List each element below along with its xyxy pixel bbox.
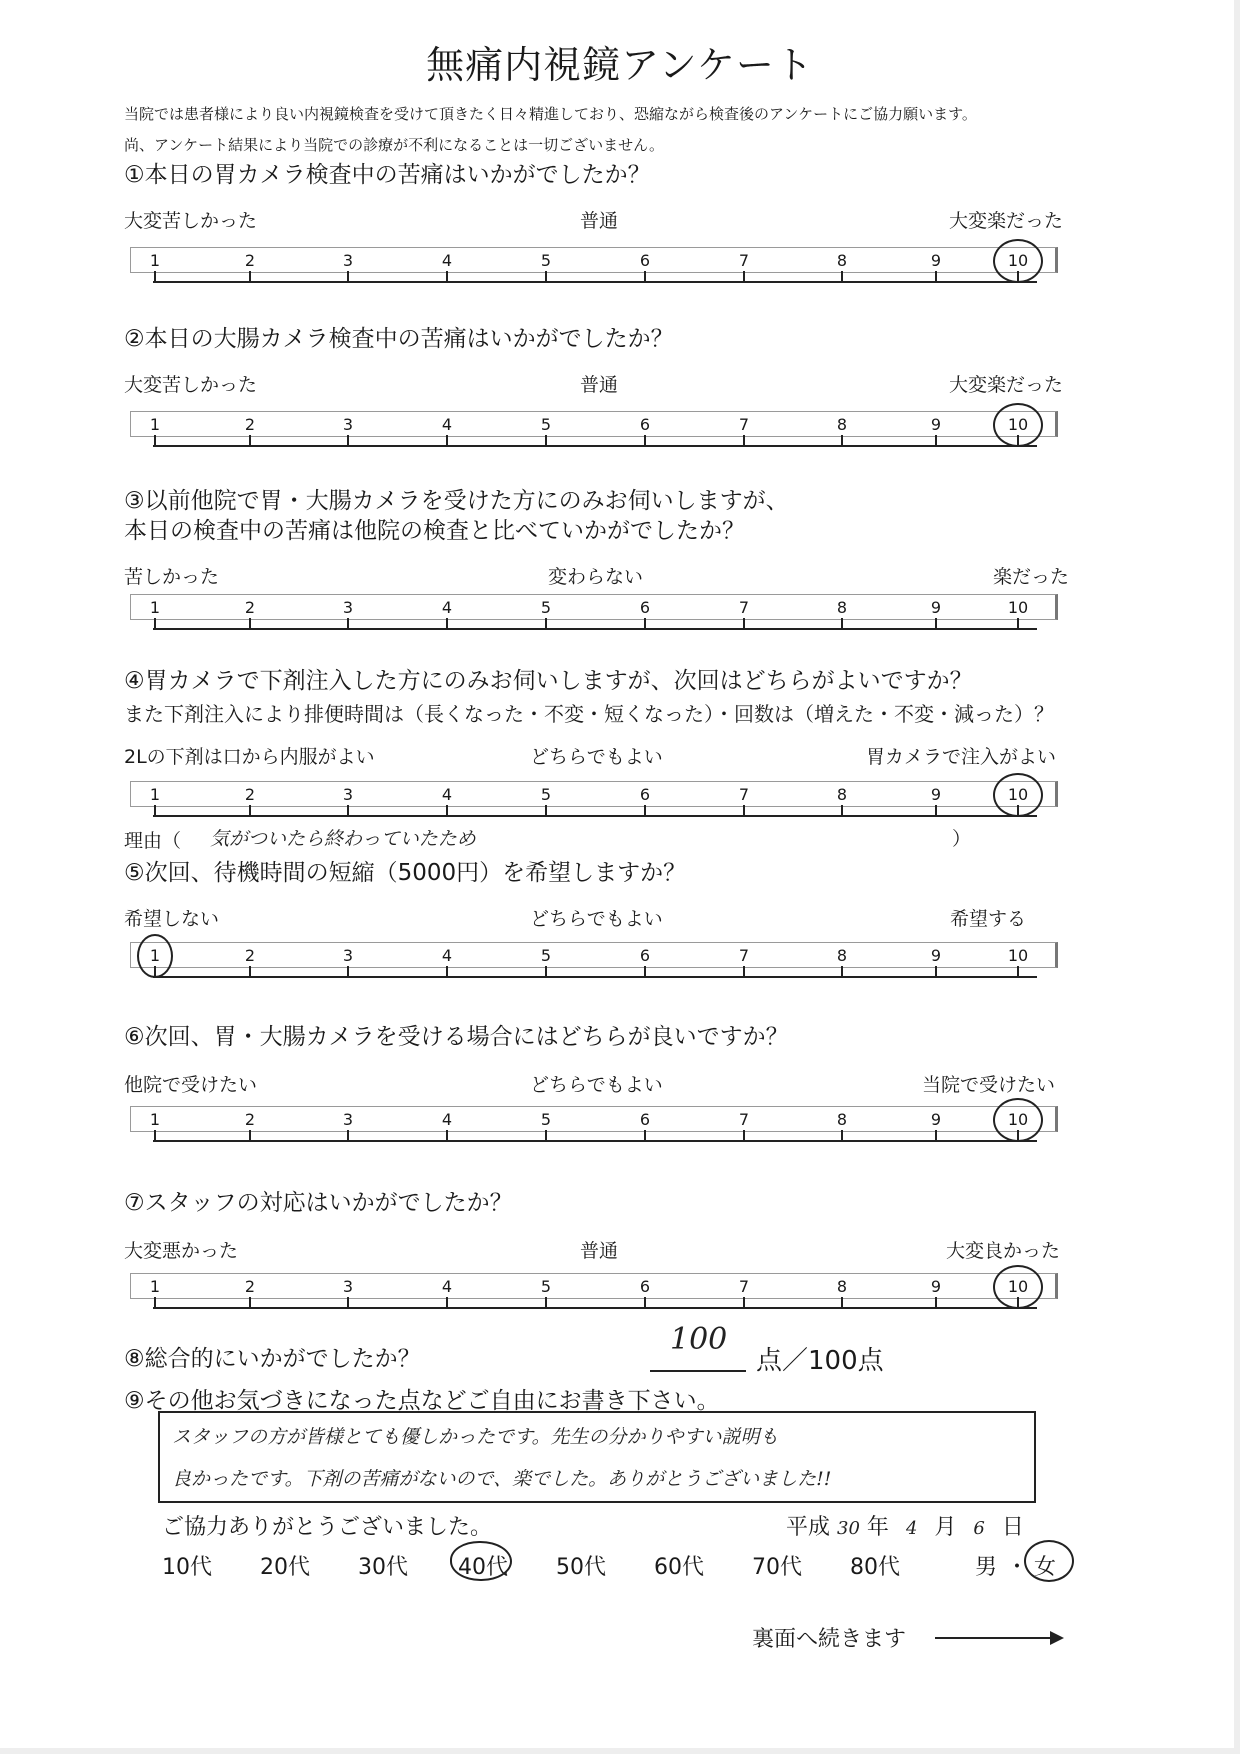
intro-line-1: 当院では患者様により良い内視鏡検査を受けて頂きたく日々精進しており、恐縮ながら検査後のアンケートにご協力願います。: [124, 105, 977, 123]
q3-scale-number[interactable]: 9: [930, 598, 942, 617]
thanks-text: ご協力ありがとうございました。: [162, 1515, 493, 1540]
q6-left-label: 他院で受けたい: [124, 1074, 258, 1096]
q5-scale-tick: [446, 966, 448, 978]
q3-scale-tick: [446, 618, 448, 630]
q1-scale-number[interactable]: 4: [441, 251, 453, 270]
q2-right-label: 大変楽だった: [949, 374, 1064, 396]
q7-scale-number[interactable]: 6: [639, 1277, 651, 1296]
q5-scale-number[interactable]: 5: [540, 946, 552, 965]
q1-scale-number[interactable]: 9: [930, 251, 942, 270]
question-4-line-2: また下剤注入により排便時間は（長くなった・不変・短くなった）・回数は（増えた・不変・減った）？: [124, 702, 1054, 726]
q2-scale-number[interactable]: 10: [1007, 415, 1029, 434]
q5-scale-tick: [545, 966, 547, 978]
q2-scale-tick: [249, 435, 251, 447]
q7-scale-tick: [545, 1297, 547, 1309]
q3-scale-number[interactable]: 4: [441, 598, 453, 617]
question-9: ⑨その他お気づきになった点などご自由にお書き下さい。: [124, 1388, 720, 1414]
q1-scale-number[interactable]: 8: [836, 251, 848, 270]
question-7: ⑦スタッフの対応はいかがでしたか？: [124, 1190, 513, 1216]
q2-scale-number[interactable]: 2: [244, 415, 256, 434]
q1-answer-circle: [993, 239, 1043, 283]
q1-scale-number[interactable]: 2: [244, 251, 256, 270]
date-field: [786, 1510, 1024, 1541]
q2-scale-tick: [545, 435, 547, 447]
q7-right-label: 大変良かった: [946, 1240, 1061, 1262]
q5-scale-tick: [841, 966, 843, 978]
age-option[interactable]: 10代: [162, 1555, 212, 1580]
date-year[interactable]: 30: [837, 1518, 860, 1539]
q7-scale-number[interactable]: 7: [738, 1277, 750, 1296]
q3-scale-tick: [347, 618, 349, 630]
q3-scale-tick: [841, 618, 843, 630]
q2-scale-tick: [935, 435, 937, 447]
q4-scale-tick: [154, 805, 156, 817]
q3-scale-number[interactable]: 3: [342, 598, 354, 617]
q3-scale-number[interactable]: 10: [1007, 598, 1029, 617]
q3-scale-number[interactable]: 6: [639, 598, 651, 617]
q5-scale-number[interactable]: 10: [1007, 946, 1029, 965]
q4-scale-tick: [743, 805, 745, 817]
q3-scale-tick: [249, 618, 251, 630]
q6-scale-number[interactable]: 9: [930, 1110, 942, 1129]
q6-scale-number[interactable]: 6: [639, 1110, 651, 1129]
q3-scale-tick: [935, 618, 937, 630]
q3-right-label: 楽だった: [993, 566, 1070, 588]
q2-scale-number[interactable]: 7: [738, 415, 750, 434]
page-title: 無痛内視鏡アンケート: [426, 43, 814, 87]
q1-scale-tick: [154, 271, 156, 283]
q1-scale-number[interactable]: 5: [540, 251, 552, 270]
q1-scale-tick: [935, 271, 937, 283]
q2-scale-tick: [743, 435, 745, 447]
q5-scale-tick: [347, 966, 349, 978]
q8-score-suffix: 点／100点: [756, 1346, 884, 1376]
q1-scale-tick: [249, 271, 251, 283]
q6-scale-number[interactable]: 3: [342, 1110, 354, 1129]
q5-scale-number[interactable]: 7: [738, 946, 750, 965]
age-option[interactable]: 80代: [850, 1555, 900, 1580]
q1-scale-number[interactable]: 10: [1007, 251, 1029, 270]
age-selected-circle: [450, 1541, 512, 1581]
q1-scale-axis: [153, 281, 1037, 283]
q3-scale-number[interactable]: 5: [540, 598, 552, 617]
question-1: ①本日の胃カメラ検査中の苦痛はいかがでしたか？: [124, 162, 651, 188]
q7-scale-tick: [935, 1297, 937, 1309]
q2-mid-label: 普通: [580, 374, 619, 396]
q5-scale-tick: [644, 966, 646, 978]
q7-scale-tick: [841, 1297, 843, 1309]
q6-scale-tick: [249, 1130, 251, 1142]
age-option-selected[interactable]: 40代: [458, 1555, 508, 1580]
q7-scale-tick: [446, 1297, 448, 1309]
q2-scale-number[interactable]: 3: [342, 415, 354, 434]
q7-scale-number[interactable]: 8: [836, 1277, 848, 1296]
age-option[interactable]: 70代: [752, 1555, 802, 1580]
question-2: ②本日の大腸カメラ検査中の苦痛はいかがでしたか？: [124, 326, 674, 352]
q1-scale-number[interactable]: 7: [738, 251, 750, 270]
age-option[interactable]: 60代: [654, 1555, 704, 1580]
q4-scale-tick: [347, 805, 349, 817]
q3-scale-tick: [545, 618, 547, 630]
q4-scale-tick: [644, 805, 646, 817]
q4-scale-tick: [841, 805, 843, 817]
q5-scale-number[interactable]: 1: [149, 946, 161, 965]
gender-separator: ・: [1006, 1555, 1029, 1580]
date-month-unit: 月: [934, 1515, 957, 1540]
q6-scale-number[interactable]: 8: [836, 1110, 848, 1129]
age-option[interactable]: 50代: [556, 1555, 606, 1580]
date-day-unit: 日: [1001, 1515, 1024, 1540]
q3-scale-tick: [644, 618, 646, 630]
q7-left-label: 大変悪かった: [124, 1240, 239, 1262]
q1-scale-number[interactable]: 1: [149, 251, 161, 270]
q4-scale-number[interactable]: 7: [738, 785, 750, 804]
date-year-unit: 年: [866, 1515, 889, 1540]
q7-scale-number[interactable]: 9: [930, 1277, 942, 1296]
q4-scale-number[interactable]: 5: [540, 785, 552, 804]
q6-mid-label: どちらでもよい: [530, 1074, 663, 1096]
question-5: ⑤次回、待機時間の短縮（5000円）を希望しますか？: [124, 860, 687, 886]
q1-scale-tick: [545, 271, 547, 283]
q6-scale-number[interactable]: 5: [540, 1110, 552, 1129]
question-6: ⑥次回、胃・大腸カメラを受ける場合にはどちらが良いですか？: [124, 1024, 789, 1050]
q5-scale-tick: [935, 966, 937, 978]
q3-scale-number[interactable]: 8: [836, 598, 848, 617]
q5-scale-number[interactable]: 4: [441, 946, 453, 965]
q1-scale-tick: [743, 271, 745, 283]
q2-scale-tick: [154, 435, 156, 447]
q4-mid-label: どちらでもよい: [530, 746, 663, 768]
gender-male[interactable]: 男: [975, 1555, 998, 1580]
q4-right-label: 胃カメラで注入がよい: [866, 746, 1057, 768]
q4-scale-number[interactable]: 4: [441, 785, 453, 804]
q4-scale-number[interactable]: 10: [1007, 785, 1029, 804]
q2-scale-number[interactable]: 1: [149, 415, 161, 434]
q3-left-label: 苦しかった: [124, 566, 220, 588]
q6-scale-tick: [347, 1130, 349, 1142]
q1-mid-label: 普通: [580, 210, 619, 232]
q8-score-underline: [650, 1370, 746, 1372]
question-3-line-1: ③以前他院で胃・大腸カメラを受けた方にのみお伺いしますが、: [124, 488, 789, 514]
question-8: ⑧総合的にいかがでしたか？: [124, 1346, 421, 1372]
q4-scale-tick: [935, 805, 937, 817]
q5-scale-axis: [153, 976, 1037, 978]
q6-scale-number[interactable]: 4: [441, 1110, 453, 1129]
q7-mid-label: 普通: [580, 1240, 619, 1262]
q7-scale-tick: [154, 1297, 156, 1309]
q5-scale-tick: [1017, 966, 1019, 978]
q4-scale-number[interactable]: 8: [836, 785, 848, 804]
q3-scale-number[interactable]: 2: [244, 598, 256, 617]
q2-scale-number[interactable]: 4: [441, 415, 453, 434]
date-day[interactable]: 6: [973, 1518, 985, 1539]
q2-scale-tick: [841, 435, 843, 447]
q3-scale-number[interactable]: 7: [738, 598, 750, 617]
q6-scale-tick: [154, 1130, 156, 1142]
q6-scale-number[interactable]: 1: [149, 1110, 161, 1129]
q4-reason-label: 理由（: [124, 830, 182, 852]
q7-scale-axis: [153, 1307, 1037, 1309]
q5-scale-number[interactable]: 2: [244, 946, 256, 965]
q3-scale-tick: [154, 618, 156, 630]
age-option[interactable]: 30代: [358, 1555, 408, 1580]
date-month[interactable]: 4: [905, 1518, 918, 1539]
continue-footer: 裏面へ続きます: [752, 1627, 907, 1652]
q4-scale-tick: [249, 805, 251, 817]
q7-scale-number[interactable]: 10: [1007, 1277, 1029, 1296]
q7-scale-tick: [249, 1297, 251, 1309]
q4-answer-circle: [993, 773, 1043, 817]
q4-reason-close: ）: [952, 828, 972, 850]
q1-scale-tick: [347, 271, 349, 283]
q7-scale-number[interactable]: 1: [149, 1277, 161, 1296]
question-4-line-1: ④胃カメラで下剤注入した方にのみお伺いしますが、次回はどちらがよいですか？: [124, 668, 973, 694]
q6-right-label: 当院で受けたい: [922, 1074, 1056, 1096]
gender-female[interactable]: 女: [1034, 1555, 1057, 1580]
q7-scale-tick: [644, 1297, 646, 1309]
q7-scale-tick: [347, 1297, 349, 1309]
q6-scale-tick: [545, 1130, 547, 1142]
q6-scale-tick: [743, 1130, 745, 1142]
q9-handwriting-line-1: スタッフの方が皆様とても優しかったです。先生の分かりやすい説明も: [172, 1426, 779, 1448]
intro-line-2: 尚、アンケート結果により当院での診療が不利になることは一切ございません。: [124, 136, 665, 154]
q5-right-label: 希望する: [950, 908, 1027, 930]
q6-scale-tick: [935, 1130, 937, 1142]
date-era: 平成: [786, 1515, 831, 1540]
q3-scale-number[interactable]: 1: [149, 598, 161, 617]
q8-score-handwriting[interactable]: 100: [670, 1322, 728, 1357]
q1-scale-tick: [644, 271, 646, 283]
q2-scale-number[interactable]: 9: [930, 415, 942, 434]
q1-left-label: 大変苦しかった: [124, 210, 258, 232]
q6-scale-number[interactable]: 2: [244, 1110, 256, 1129]
q5-scale-number[interactable]: 6: [639, 946, 651, 965]
q2-left-label: 大変苦しかった: [124, 374, 258, 396]
q1-scale-tick: [841, 271, 843, 283]
q3-scale-tick: [743, 618, 745, 630]
q5-mid-label: どちらでもよい: [530, 908, 663, 930]
q1-scale-number[interactable]: 6: [639, 251, 651, 270]
q7-scale-tick: [743, 1297, 745, 1309]
q9-handwriting-line-2: 良かったです。下剤の苦痛がないので、楽でした。ありがとうございました!!: [172, 1468, 832, 1490]
q5-scale-tick: [743, 966, 745, 978]
q4-scale-number[interactable]: 1: [149, 785, 161, 804]
age-option[interactable]: 20代: [260, 1555, 310, 1580]
q3-scale-tick: [1017, 618, 1019, 630]
q4-scale-axis: [153, 815, 1037, 817]
q3-scale-axis: [153, 628, 1037, 630]
q7-answer-circle: [993, 1265, 1043, 1309]
q2-scale-tick: [446, 435, 448, 447]
q6-scale-number[interactable]: 7: [738, 1110, 750, 1129]
arrow-right-icon: [1050, 1631, 1064, 1645]
q7-scale-number[interactable]: 3: [342, 1277, 354, 1296]
q2-scale-number[interactable]: 6: [639, 415, 651, 434]
q1-scale-tick: [446, 271, 448, 283]
q6-scale-tick: [841, 1130, 843, 1142]
q5-scale-number[interactable]: 3: [342, 946, 354, 965]
q5-answer-circle: [137, 934, 173, 978]
q2-scale-tick: [347, 435, 349, 447]
q4-scale-number[interactable]: 2: [244, 785, 256, 804]
q4-scale-tick: [446, 805, 448, 817]
arrow-line: [935, 1637, 1053, 1639]
q2-scale-axis: [153, 445, 1037, 447]
q5-scale-tick: [249, 966, 251, 978]
q2-scale-tick: [644, 435, 646, 447]
q2-scale-number[interactable]: 8: [836, 415, 848, 434]
q6-scale-number[interactable]: 10: [1007, 1110, 1029, 1129]
q7-scale-number[interactable]: 2: [244, 1277, 256, 1296]
q2-scale-number[interactable]: 5: [540, 415, 552, 434]
q1-right-label: 大変楽だった: [949, 210, 1064, 232]
q4-scale-number[interactable]: 6: [639, 785, 651, 804]
q7-scale-number[interactable]: 5: [540, 1277, 552, 1296]
q4-scale-number[interactable]: 9: [930, 785, 942, 804]
q4-scale-tick: [545, 805, 547, 817]
q5-scale-number[interactable]: 9: [930, 946, 942, 965]
q1-scale-number[interactable]: 3: [342, 251, 354, 270]
q6-answer-circle: [993, 1098, 1043, 1142]
gender-selected-circle: [1024, 1540, 1074, 1582]
q7-scale-number[interactable]: 4: [441, 1277, 453, 1296]
q6-scale-tick: [644, 1130, 646, 1142]
q3-mid-label: 変わらない: [548, 566, 644, 588]
q4-reason-handwriting[interactable]: 気がついたら終わっていたため: [210, 828, 476, 850]
q2-answer-circle: [993, 403, 1043, 447]
q6-scale-axis: [153, 1140, 1037, 1142]
q4-left-label: 2Lの下剤は口から内服がよい: [124, 746, 375, 768]
question-3-line-2: 本日の検査中の苦痛は他院の検査と比べていかがでしたか？: [124, 518, 745, 544]
q5-left-label: 希望しない: [124, 908, 220, 930]
q5-scale-number[interactable]: 8: [836, 946, 848, 965]
q4-scale-number[interactable]: 3: [342, 785, 354, 804]
q6-scale-tick: [446, 1130, 448, 1142]
